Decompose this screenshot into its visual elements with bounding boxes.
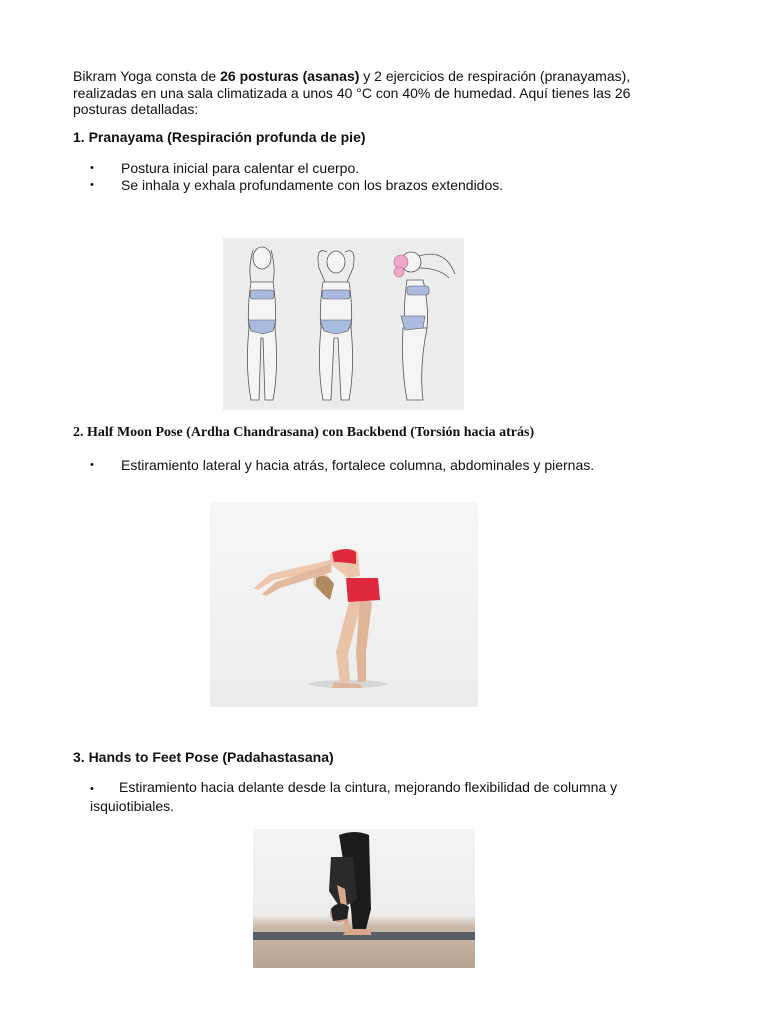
section-1-heading: 1. Pranayama (Respiración profunda de pie): [73, 129, 366, 145]
intro-text-start: Bikram Yoga consta de: [73, 68, 221, 84]
section-3-bullets: [90, 779, 650, 814]
list-item: • Estiramiento lateral y hacia atrás, fortalece columna, abdominales y piernas.: [90, 457, 595, 473]
intro-paragraph: [73, 68, 673, 118]
intro-bold-text: 26 posturas (asanas): [220, 68, 360, 84]
half-moon-backbend-photo: [210, 502, 478, 707]
bullet-icon: •: [90, 179, 94, 191]
pranayama-illustration: [223, 238, 464, 410]
list-item: Estiramiento hacia delante desde la cintura, mejorando flexibilidad de columna y isquiotibiales.: [90, 779, 618, 814]
hands-to-feet-photo: [253, 829, 475, 968]
list-item: • Postura inicial para calentar el cuerpo.: [90, 160, 360, 176]
section-2-heading: 2. Half Moon Pose (Ardha Chandrasana) con Backbend (Torsión hacia atrás): [73, 425, 535, 440]
bullet-icon: •: [90, 162, 94, 174]
section-1-bullets: [88, 160, 503, 194]
bullet-icon: •: [90, 783, 94, 795]
section-2-bullets: [88, 457, 594, 474]
intro-text-end: y 2 ejercicios de respiración (pranayamas), realizadas en una sala climatizada a unos 40 °C con 40% de humedad. Aquí tienes las 26 posturas detalladas:: [73, 68, 631, 117]
bullet-icon: •: [90, 459, 94, 471]
list-item: • Se inhala y exhala profundamente con los brazos extendidos.: [90, 177, 504, 193]
section-3-heading: 3. Hands to Feet Pose (Padahastasana): [73, 749, 334, 765]
